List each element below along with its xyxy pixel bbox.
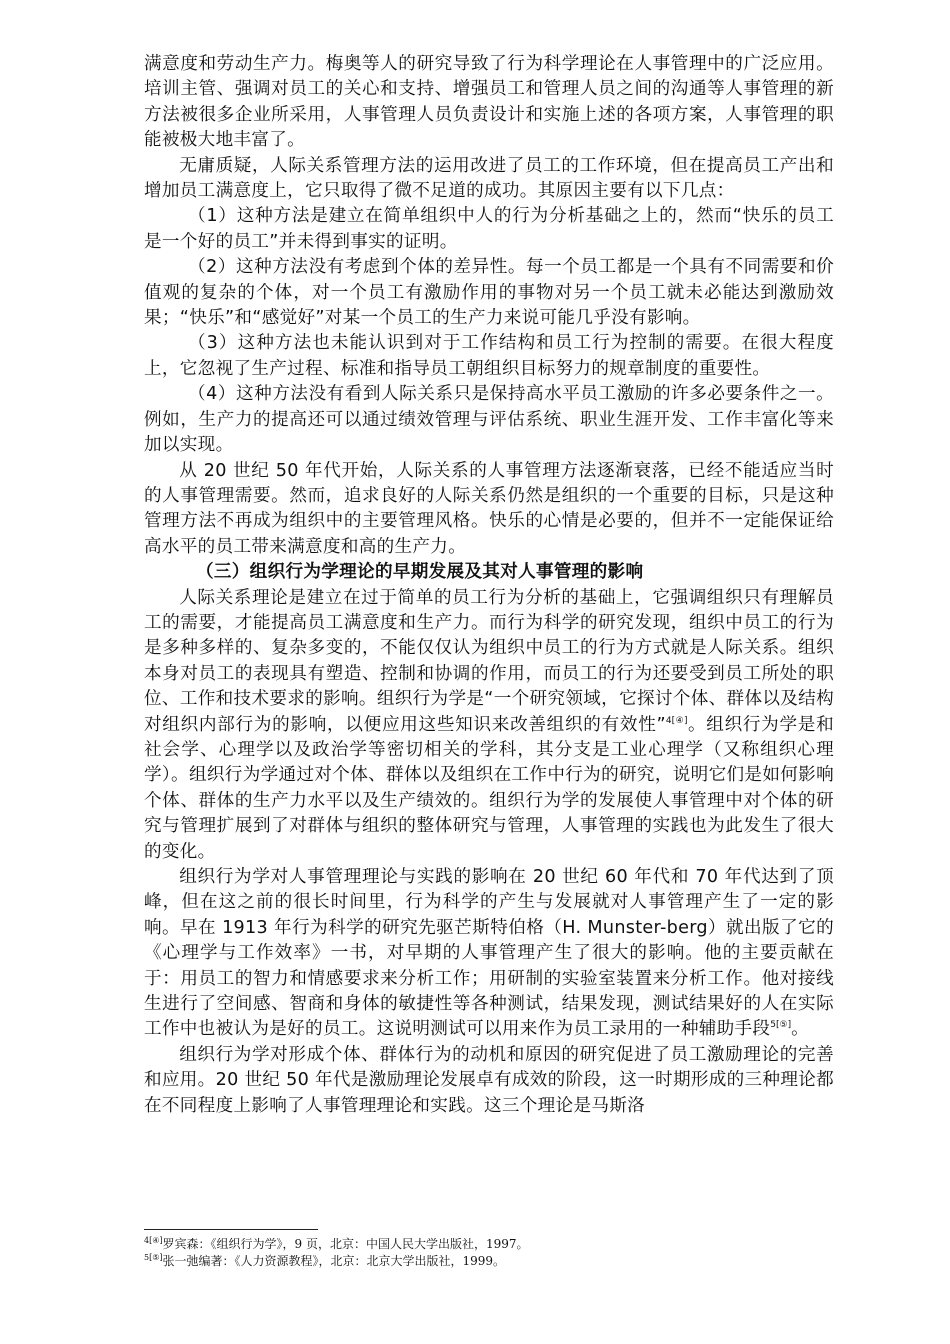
paragraph-9	[144, 865, 834, 1043]
footnote-4	[144, 1236, 834, 1253]
footnote-divider	[144, 1229, 318, 1230]
footnote-text: 张一弛编著：《人力资源教程》，北京：北京大学出版社，1999。	[162, 1254, 506, 1268]
footnote-text: 罗宾森：《组织行为学》，9 页，北京：中国人民大学出版社，1997。	[162, 1237, 529, 1251]
paragraph-2: 无庸质疑，人际关系管理方法的运用改进了员工的工作环境，但在提高员工产出和增加员工满意度上，它只取得了微不足道的成功。其原因主要有以下几点：	[144, 155, 834, 202]
footnote-mark: 5[⑤]	[144, 1253, 163, 1262]
footnote-ref-4[interactable]: 4[④]	[665, 715, 688, 726]
paragraph-8-text-a: 人际关系理论是建立在过于简单的员工行为分析的基础上，它强调组织只有理解员工的需要，才能提高员工满意度和生产力。而行为科学的研究发现，组织中员工的行为是多种多样的、复杂多变的，不能仅仅认为组织中员工的行为方式就是人际关系。组织本身对员工的表现具有塑造、控制和协调的作用，而员工的行为还要受到员工所处的职位、工作和技术要求的影响。组织行为学是“一个研究领域，它探讨个体、群体以及结构对组织内部行为的影响，以便应用这些知识来改善组织的有效性”	[144, 587, 834, 735]
body-text	[144, 52, 834, 1119]
paragraph-9-text-a: 组织行为学对人事管理理论与实践的影响在 20 世纪 60 年代和 70 年代达到了顶峰，但在这之前的很长时间里，行为科学的产生与发展就对人事管理产生了一定的影响。早在 1913 年行为科学的研究先驱芒斯特伯格（H. Munster-berg）就出版了它的《心理学与工作效率》一书，对早期的人事管理产生了很大的影响。他的主要贡献在于：用员工的智力和情感要求来分析工作；用研制的实验室装置来分析工作。他对接线生进行了空间感、智商和身体的敏捷性等各种测试，结果发现，测试结果好的人在实际工作中也被认为是好的员工。这说明测试可以用来作为员工录用的一种辅助手段	[144, 867, 834, 1040]
paragraph-8-text-b: 。组织行为学是和社会学、心理学以及政治学等密切相关的学科，其分支是工业心理学（又称组织心理学）。组织行为学通过对个体、群体以及组织在工作中行为的研究，说明它们是如何影响个体、群体的生产力水平以及生产绩效的。组织行为学的发展使人事管理中对个体的研究与管理扩展到了对群体与组织的整体研究与管理，人事管理的实践也为此发生了很大的变化。	[144, 714, 834, 862]
footnote-ref-5[interactable]: 5[⑤]	[770, 1020, 792, 1031]
footnote-5	[144, 1253, 834, 1270]
footnote-mark: 4[④]	[144, 1236, 163, 1245]
footnotes	[144, 1236, 834, 1270]
paragraph-10: 组织行为学对形成个体、群体行为的动机和原因的研究促进了员工激励理论的完善和应用。20 世纪 50 年代是激励理论发展卓有成效的阶段，这一时期形成的三种理论都在不同程度上影响了人事管理理论和实践。这三个理论是马斯洛	[144, 1044, 834, 1116]
paragraph-9-text-b: 。	[791, 1019, 810, 1040]
list-item-4: （4）这种方法没有看到人际关系只是保持高水平员工激励的许多必要条件之一。例如，生产力的提高还可以通过绩效管理与评估系统、职业生涯开发、工作丰富化等来加以实现。	[144, 384, 834, 456]
list-item-1: （1）这种方法是建立在简单组织中人的行为分析基础之上的，然而“快乐的员工是一个好的员工”并未得到事实的证明。	[144, 206, 834, 252]
paragraph-8	[144, 586, 834, 865]
paragraph-7: 从 20 世纪 50 年代开始，人际关系的人事管理方法逐渐衰落，已经不能适应当时的人事管理需要。然而，追求良好的人际关系仍然是组织的一个重要的目标，只是这种管理方法不再成为组织中的主要管理风格。快乐的心情是必要的，但并不一定能保证给高水平的员工带来满意度和高的生产力。	[144, 460, 834, 557]
paragraph-1: 满意度和劳动生产力。梅奥等人的研究导致了行为科学理论在人事管理中的广泛应用。培训主管、强调对员工的关心和支持、增强员工和管理人员之间的沟通等人事管理的新方法被很多企业所采用，人事管理人员负责设计和实施上述的各项方案，人事管理的职能被极大地丰富了。	[144, 54, 834, 151]
list-item-2: （2）这种方法没有考虑到个体的差异性。每一个员工都是一个具有不同需要和价值观的复杂的个体，对一个员工有激励作用的事物对另一个员工就未必能达到激励效果；“快乐”和“感觉好”对某一个员工的生产力来说可能几乎没有影响。	[144, 257, 834, 329]
section-heading: （三）组织行为学理论的早期发展及其对人事管理的影响	[196, 562, 644, 583]
list-item-3: （3）这种方法也未能认识到对于工作结构和员工行为控制的需要。在很大程度上，它忽视了生产过程、标准和指导员工朝组织目标努力的规章制度的重要性。	[144, 333, 834, 379]
